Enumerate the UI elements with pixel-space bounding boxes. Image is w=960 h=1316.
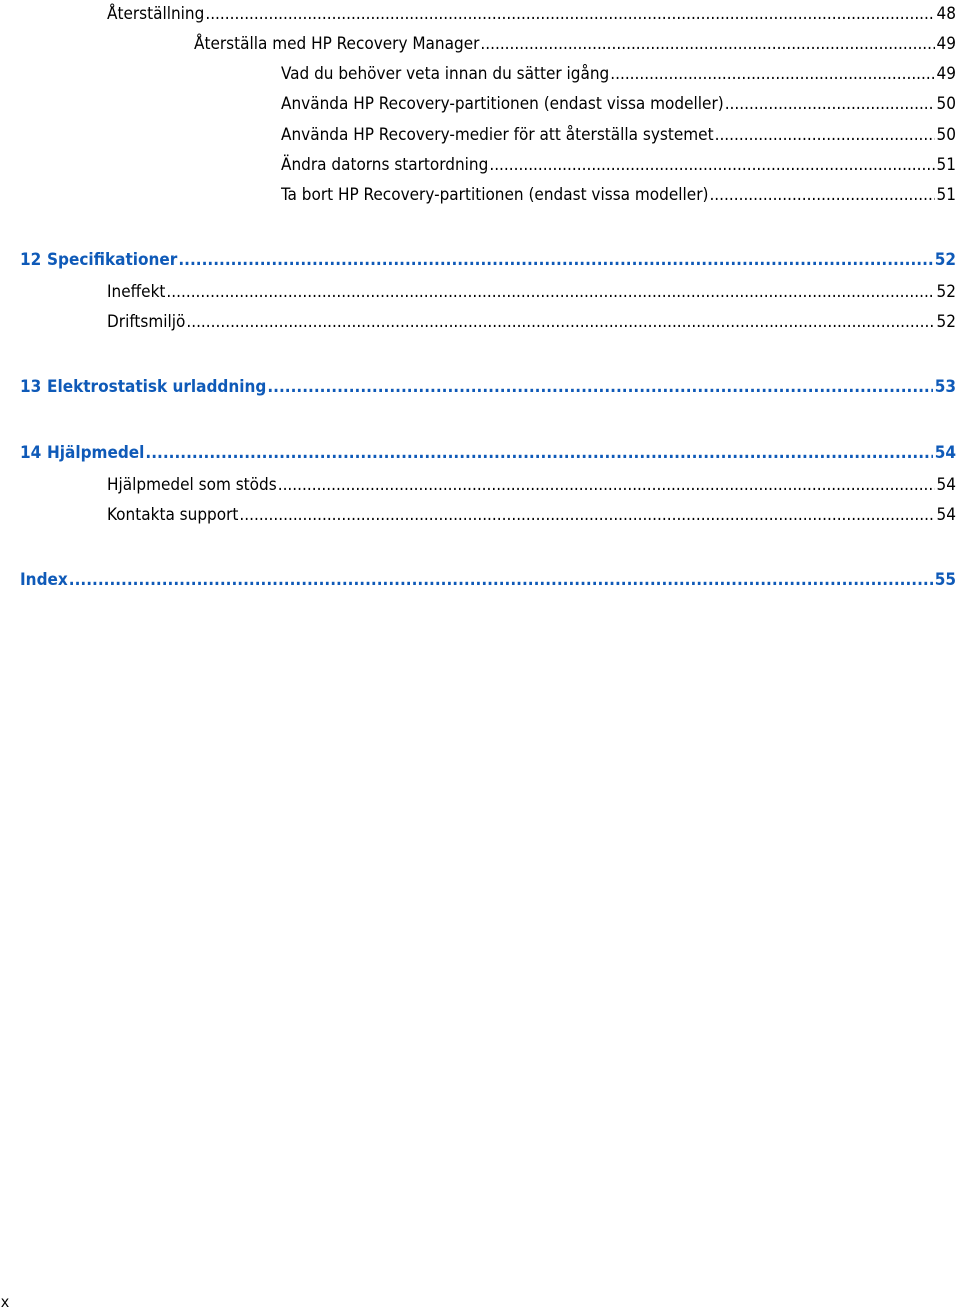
toc-entry-page: 50 [936,94,956,114]
toc-entry-page: 48 [936,4,956,24]
dot-leader [205,3,934,25]
toc-entry-page: 50 [936,125,956,145]
toc-entry-andra-datorns-startordning[interactable] [281,154,956,176]
dot-leader [145,442,932,464]
index-page: 55 [934,570,956,590]
toc-entry-page: 52 [936,312,956,332]
dot-leader [489,154,934,176]
chapter-page: 54 [934,443,956,463]
toc-entry-title: Återställning [107,4,205,24]
toc-entry-title: Återställa med HP Recovery Manager [194,34,480,54]
chapter-page: 53 [934,377,956,397]
chapter-title: Specifikationer [47,250,178,270]
toc-entry-driftsmiljo[interactable] [107,311,956,333]
toc-entry-title: Vad du behöver veta innan du sätter igång [281,64,610,84]
toc-entry-anvanda-hp-recovery-partitionen[interactable] [281,93,956,115]
index-title: Index [20,570,68,590]
toc-entry-page: 51 [936,155,956,175]
dot-leader [480,33,934,55]
toc-entry-title: Hjälpmedel som stöds [107,475,277,495]
toc-entry-hjalpmedel-som-stods[interactable] [107,474,956,496]
toc-entry-title: Använda HP Recovery-medier för att återställa systemet [281,125,714,145]
toc-entry-title: Ta bort HP Recovery-partitionen (endast vissa modeller) [281,185,709,205]
dot-leader [69,569,933,591]
chapter-page: 52 [934,250,956,270]
toc-entry-page: 54 [936,475,956,495]
dot-leader [267,376,932,398]
toc-entry-page: 54 [936,505,956,525]
dot-leader [278,474,935,496]
dot-leader [725,93,935,115]
chapter-number: 13 [20,377,42,397]
dot-leader [178,249,932,271]
toc-entry-page: 49 [936,64,956,84]
chapter-title: Hjälpmedel [47,443,145,463]
dot-leader [715,124,935,146]
toc-entry-title: Driftsmiljö [107,312,186,332]
toc-entry-ineffekt[interactable] [107,281,956,303]
toc-entry-kontakta-support[interactable] [107,504,956,526]
toc-entry-page: 49 [936,34,956,54]
toc-entry-aterstallning[interactable] [107,3,956,25]
chapter-title: Elektrostatisk urladdning [47,377,267,397]
dot-leader [239,504,934,526]
chapter-number: 14 [20,443,42,463]
toc-entry-vad-du-behover-veta[interactable] [281,63,956,85]
toc-entry-title: Använda HP Recovery-partitionen (endast vissa modeller) [281,94,724,114]
toc-entry-title: Ineffekt [107,282,166,302]
toc-index[interactable] [20,569,956,591]
toc-chapter-12[interactable] [20,249,956,271]
toc-entry-page: 52 [936,282,956,302]
toc-entry-title: Ändra datorns startordning [281,155,489,175]
toc-entry-anvanda-hp-recovery-medier[interactable] [281,124,956,146]
dot-leader [610,63,934,85]
toc-chapter-13[interactable] [20,376,956,398]
toc-entry-aterstalla-med-hp-recovery-manager[interactable] [194,33,956,55]
dot-leader [186,311,934,333]
toc-entry-ta-bort-hp-recovery-partitionen[interactable] [281,184,956,206]
toc-entry-page: 51 [936,185,956,205]
dot-leader [166,281,934,303]
toc-entry-title: Kontakta support [107,505,239,525]
dot-leader [709,184,934,206]
page-number: x [1,1294,9,1311]
chapter-number: 12 [20,250,42,270]
toc-chapter-14[interactable] [20,442,956,464]
